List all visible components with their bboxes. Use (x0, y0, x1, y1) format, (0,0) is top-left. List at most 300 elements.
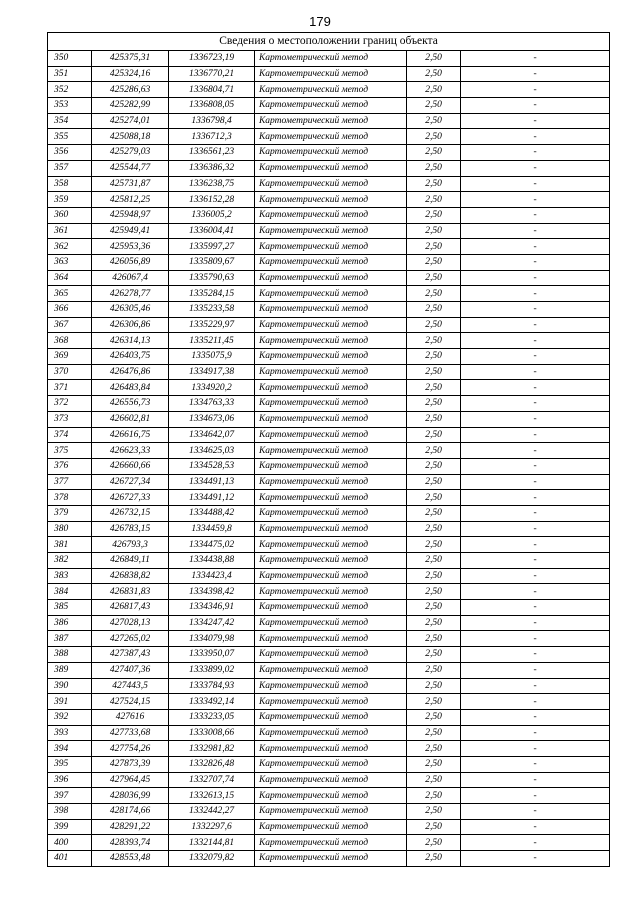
point-number-cell: 369 (48, 349, 92, 365)
description-cell: - (461, 66, 610, 82)
method-cell: Картометрический метод (255, 427, 407, 443)
method-cell: Картометрический метод (255, 66, 407, 82)
point-number-cell: 354 (48, 113, 92, 129)
x-coordinate-cell: 427873,39 (92, 756, 169, 772)
accuracy-cell: 2,50 (407, 333, 461, 349)
method-cell: Картометрический метод (255, 678, 407, 694)
x-coordinate-cell: 427443,5 (92, 678, 169, 694)
y-coordinate-cell: 1336386,32 (169, 160, 255, 176)
y-coordinate-cell: 1333233,05 (169, 709, 255, 725)
table-row (48, 490, 610, 506)
description-cell: - (461, 302, 610, 318)
description-cell: - (461, 615, 610, 631)
accuracy-cell: 2,50 (407, 176, 461, 192)
y-coordinate-cell: 1336004,41 (169, 223, 255, 239)
table-row (48, 568, 610, 584)
accuracy-cell: 2,50 (407, 694, 461, 710)
table-row (48, 804, 610, 820)
table-row (48, 349, 610, 365)
description-cell: - (461, 145, 610, 161)
table-row (48, 270, 610, 286)
method-cell: Картометрический метод (255, 317, 407, 333)
x-coordinate-cell: 427754,26 (92, 741, 169, 757)
accuracy-cell: 2,50 (407, 286, 461, 302)
table-body (48, 51, 610, 867)
x-coordinate-cell: 426305,46 (92, 302, 169, 318)
table-title-row (48, 33, 610, 51)
method-cell: Картометрический метод (255, 145, 407, 161)
point-number-cell: 351 (48, 66, 92, 82)
accuracy-cell: 2,50 (407, 756, 461, 772)
method-cell: Картометрический метод (255, 302, 407, 318)
table-row (48, 741, 610, 757)
table-row (48, 396, 610, 412)
point-number-cell: 368 (48, 333, 92, 349)
method-cell: Картометрический метод (255, 396, 407, 412)
method-cell: Картометрический метод (255, 694, 407, 710)
point-number-cell: 359 (48, 192, 92, 208)
x-coordinate-cell: 427265,02 (92, 631, 169, 647)
point-number-cell: 355 (48, 129, 92, 145)
point-number-cell: 396 (48, 772, 92, 788)
x-coordinate-cell: 427616 (92, 709, 169, 725)
description-cell: - (461, 254, 610, 270)
description-cell: - (461, 772, 610, 788)
table-row (48, 113, 610, 129)
description-cell: - (461, 819, 610, 835)
accuracy-cell: 2,50 (407, 396, 461, 412)
x-coordinate-cell: 426067,4 (92, 270, 169, 286)
y-coordinate-cell: 1332981,82 (169, 741, 255, 757)
x-coordinate-cell: 425375,31 (92, 51, 169, 67)
accuracy-cell: 2,50 (407, 819, 461, 835)
point-number-cell: 397 (48, 788, 92, 804)
accuracy-cell: 2,50 (407, 521, 461, 537)
x-coordinate-cell: 425812,25 (92, 192, 169, 208)
table-row (48, 443, 610, 459)
point-number-cell: 401 (48, 851, 92, 867)
accuracy-cell: 2,50 (407, 380, 461, 396)
accuracy-cell: 2,50 (407, 302, 461, 318)
point-number-cell: 395 (48, 756, 92, 772)
y-coordinate-cell: 1334917,38 (169, 364, 255, 380)
point-number-cell: 384 (48, 584, 92, 600)
y-coordinate-cell: 1336798,4 (169, 113, 255, 129)
point-number-cell: 380 (48, 521, 92, 537)
table-row (48, 51, 610, 67)
x-coordinate-cell: 425948,97 (92, 207, 169, 223)
accuracy-cell: 2,50 (407, 568, 461, 584)
accuracy-cell: 2,50 (407, 741, 461, 757)
method-cell: Картометрический метод (255, 631, 407, 647)
description-cell: - (461, 427, 610, 443)
method-cell: Картометрический метод (255, 474, 407, 490)
point-number-cell: 350 (48, 51, 92, 67)
y-coordinate-cell: 1334528,53 (169, 458, 255, 474)
x-coordinate-cell: 428291,22 (92, 819, 169, 835)
point-number-cell: 391 (48, 694, 92, 710)
table-row (48, 662, 610, 678)
accuracy-cell: 2,50 (407, 772, 461, 788)
method-cell: Картометрический метод (255, 505, 407, 521)
accuracy-cell: 2,50 (407, 788, 461, 804)
table-row (48, 160, 610, 176)
x-coordinate-cell: 425731,87 (92, 176, 169, 192)
description-cell: - (461, 207, 610, 223)
y-coordinate-cell: 1333784,93 (169, 678, 255, 694)
table-row (48, 176, 610, 192)
point-number-cell: 381 (48, 537, 92, 553)
y-coordinate-cell: 1332297,6 (169, 819, 255, 835)
table-row (48, 207, 610, 223)
accuracy-cell: 2,50 (407, 505, 461, 521)
point-number-cell: 364 (48, 270, 92, 286)
table-row (48, 553, 610, 569)
method-cell: Картометрический метод (255, 364, 407, 380)
accuracy-cell: 2,50 (407, 678, 461, 694)
description-cell: - (461, 192, 610, 208)
accuracy-cell: 2,50 (407, 411, 461, 427)
point-number-cell: 382 (48, 553, 92, 569)
accuracy-cell: 2,50 (407, 66, 461, 82)
method-cell: Картометрический метод (255, 443, 407, 459)
table-row (48, 537, 610, 553)
method-cell: Картометрический метод (255, 286, 407, 302)
x-coordinate-cell: 426732,15 (92, 505, 169, 521)
table-row (48, 631, 610, 647)
description-cell: - (461, 490, 610, 506)
method-cell: Картометрический метод (255, 662, 407, 678)
description-cell: - (461, 835, 610, 851)
x-coordinate-cell: 428174,66 (92, 804, 169, 820)
x-coordinate-cell: 426306,86 (92, 317, 169, 333)
description-cell: - (461, 600, 610, 616)
method-cell: Картометрический метод (255, 333, 407, 349)
y-coordinate-cell: 1334475,02 (169, 537, 255, 553)
x-coordinate-cell: 426660,66 (92, 458, 169, 474)
x-coordinate-cell: 426849,11 (92, 553, 169, 569)
point-number-cell: 383 (48, 568, 92, 584)
y-coordinate-cell: 1336723,19 (169, 51, 255, 67)
x-coordinate-cell: 426838,82 (92, 568, 169, 584)
y-coordinate-cell: 1336238,75 (169, 176, 255, 192)
y-coordinate-cell: 1334438,88 (169, 553, 255, 569)
y-coordinate-cell: 1334920,2 (169, 380, 255, 396)
description-cell: - (461, 349, 610, 365)
accuracy-cell: 2,50 (407, 709, 461, 725)
method-cell: Картометрический метод (255, 254, 407, 270)
description-cell: - (461, 709, 610, 725)
table-row (48, 851, 610, 867)
point-number-cell: 378 (48, 490, 92, 506)
x-coordinate-cell: 426793,3 (92, 537, 169, 553)
method-cell: Картометрический метод (255, 725, 407, 741)
point-number-cell: 389 (48, 662, 92, 678)
method-cell: Картометрический метод (255, 615, 407, 631)
y-coordinate-cell: 1333008,66 (169, 725, 255, 741)
y-coordinate-cell: 1334247,42 (169, 615, 255, 631)
y-coordinate-cell: 1335809,67 (169, 254, 255, 270)
point-number-cell: 393 (48, 725, 92, 741)
y-coordinate-cell: 1332826,48 (169, 756, 255, 772)
method-cell: Картометрический метод (255, 741, 407, 757)
description-cell: - (461, 756, 610, 772)
method-cell: Картометрический метод (255, 537, 407, 553)
description-cell: - (461, 788, 610, 804)
description-cell: - (461, 694, 610, 710)
description-cell: - (461, 98, 610, 114)
description-cell: - (461, 568, 610, 584)
table-row (48, 647, 610, 663)
method-cell: Картометрический метод (255, 113, 407, 129)
accuracy-cell: 2,50 (407, 98, 461, 114)
point-number-cell: 400 (48, 835, 92, 851)
description-cell: - (461, 804, 610, 820)
accuracy-cell: 2,50 (407, 584, 461, 600)
x-coordinate-cell: 425088,18 (92, 129, 169, 145)
point-number-cell: 367 (48, 317, 92, 333)
description-cell: - (461, 741, 610, 757)
description-cell: - (461, 553, 610, 569)
table-row (48, 725, 610, 741)
table-row (48, 82, 610, 98)
point-number-cell: 362 (48, 239, 92, 255)
description-cell: - (461, 474, 610, 490)
accuracy-cell: 2,50 (407, 490, 461, 506)
description-cell: - (461, 631, 610, 647)
method-cell: Картометрический метод (255, 553, 407, 569)
method-cell: Картометрический метод (255, 51, 407, 67)
y-coordinate-cell: 1334763,33 (169, 396, 255, 412)
y-coordinate-cell: 1336808,05 (169, 98, 255, 114)
method-cell: Картометрический метод (255, 851, 407, 867)
method-cell: Картометрический метод (255, 411, 407, 427)
y-coordinate-cell: 1336561,23 (169, 145, 255, 161)
method-cell: Картометрический метод (255, 584, 407, 600)
description-cell: - (461, 317, 610, 333)
accuracy-cell: 2,50 (407, 553, 461, 569)
method-cell: Картометрический метод (255, 756, 407, 772)
y-coordinate-cell: 1335790,63 (169, 270, 255, 286)
table-row (48, 505, 610, 521)
x-coordinate-cell: 427964,45 (92, 772, 169, 788)
accuracy-cell: 2,50 (407, 82, 461, 98)
description-cell: - (461, 443, 610, 459)
description-cell: - (461, 239, 610, 255)
y-coordinate-cell: 1334398,42 (169, 584, 255, 600)
table-row (48, 98, 610, 114)
description-cell: - (461, 647, 610, 663)
x-coordinate-cell: 425274,01 (92, 113, 169, 129)
table-row (48, 819, 610, 835)
table-row (48, 615, 610, 631)
point-number-cell: 399 (48, 819, 92, 835)
table-row (48, 678, 610, 694)
table-row (48, 709, 610, 725)
y-coordinate-cell: 1333950,07 (169, 647, 255, 663)
y-coordinate-cell: 1336005,2 (169, 207, 255, 223)
accuracy-cell: 2,50 (407, 631, 461, 647)
accuracy-cell: 2,50 (407, 270, 461, 286)
x-coordinate-cell: 426616,75 (92, 427, 169, 443)
x-coordinate-cell: 425286,63 (92, 82, 169, 98)
description-cell: - (461, 270, 610, 286)
accuracy-cell: 2,50 (407, 145, 461, 161)
accuracy-cell: 2,50 (407, 804, 461, 820)
description-cell: - (461, 82, 610, 98)
y-coordinate-cell: 1334491,13 (169, 474, 255, 490)
method-cell: Картометрический метод (255, 521, 407, 537)
y-coordinate-cell: 1335233,58 (169, 302, 255, 318)
x-coordinate-cell: 427387,43 (92, 647, 169, 663)
point-number-cell: 387 (48, 631, 92, 647)
point-number-cell: 356 (48, 145, 92, 161)
y-coordinate-cell: 1336712,3 (169, 129, 255, 145)
accuracy-cell: 2,50 (407, 317, 461, 333)
method-cell: Картометрический метод (255, 82, 407, 98)
page-number: 179 (309, 14, 331, 29)
x-coordinate-cell: 426476,86 (92, 364, 169, 380)
table-row (48, 192, 610, 208)
x-coordinate-cell: 428036,99 (92, 788, 169, 804)
y-coordinate-cell: 1334491,12 (169, 490, 255, 506)
x-coordinate-cell: 426483,84 (92, 380, 169, 396)
accuracy-cell: 2,50 (407, 647, 461, 663)
x-coordinate-cell: 427733,68 (92, 725, 169, 741)
y-coordinate-cell: 1334625,03 (169, 443, 255, 459)
method-cell: Картометрический метод (255, 835, 407, 851)
description-cell: - (461, 584, 610, 600)
point-number-cell: 385 (48, 600, 92, 616)
method-cell: Картометрический метод (255, 788, 407, 804)
y-coordinate-cell: 1335075,9 (169, 349, 255, 365)
method-cell: Картометрический метод (255, 600, 407, 616)
x-coordinate-cell: 428553,48 (92, 851, 169, 867)
point-number-cell: 353 (48, 98, 92, 114)
description-cell: - (461, 333, 610, 349)
description-cell: - (461, 286, 610, 302)
y-coordinate-cell: 1336770,21 (169, 66, 255, 82)
table-row (48, 458, 610, 474)
point-number-cell: 390 (48, 678, 92, 694)
point-number-cell: 398 (48, 804, 92, 820)
method-cell: Картометрический метод (255, 772, 407, 788)
y-coordinate-cell: 1332613,15 (169, 788, 255, 804)
point-number-cell: 352 (48, 82, 92, 98)
point-number-cell: 358 (48, 176, 92, 192)
method-cell: Картометрический метод (255, 709, 407, 725)
description-cell: - (461, 129, 610, 145)
point-number-cell: 386 (48, 615, 92, 631)
method-cell: Картометрический метод (255, 349, 407, 365)
description-cell: - (461, 458, 610, 474)
table-row (48, 317, 610, 333)
table-row (48, 427, 610, 443)
accuracy-cell: 2,50 (407, 223, 461, 239)
x-coordinate-cell: 426602,81 (92, 411, 169, 427)
description-cell: - (461, 113, 610, 129)
method-cell: Картометрический метод (255, 160, 407, 176)
description-cell: - (461, 364, 610, 380)
accuracy-cell: 2,50 (407, 537, 461, 553)
point-number-cell: 365 (48, 286, 92, 302)
y-coordinate-cell: 1335997,27 (169, 239, 255, 255)
table-row (48, 129, 610, 145)
method-cell: Картометрический метод (255, 192, 407, 208)
accuracy-cell: 2,50 (407, 192, 461, 208)
x-coordinate-cell: 427524,15 (92, 694, 169, 710)
table-row (48, 788, 610, 804)
point-number-cell: 363 (48, 254, 92, 270)
x-coordinate-cell: 427028,13 (92, 615, 169, 631)
accuracy-cell: 2,50 (407, 851, 461, 867)
point-number-cell: 394 (48, 741, 92, 757)
description-cell: - (461, 521, 610, 537)
table-row (48, 600, 610, 616)
y-coordinate-cell: 1335284,15 (169, 286, 255, 302)
method-cell: Картометрический метод (255, 176, 407, 192)
table-row (48, 333, 610, 349)
accuracy-cell: 2,50 (407, 600, 461, 616)
point-number-cell: 361 (48, 223, 92, 239)
y-coordinate-cell: 1332442,27 (169, 804, 255, 820)
accuracy-cell: 2,50 (407, 129, 461, 145)
method-cell: Картометрический метод (255, 458, 407, 474)
method-cell: Картометрический метод (255, 98, 407, 114)
accuracy-cell: 2,50 (407, 51, 461, 67)
description-cell: - (461, 51, 610, 67)
table-row (48, 835, 610, 851)
x-coordinate-cell: 428393,74 (92, 835, 169, 851)
table-row (48, 239, 610, 255)
x-coordinate-cell: 426278,77 (92, 286, 169, 302)
x-coordinate-cell: 427407,36 (92, 662, 169, 678)
x-coordinate-cell: 426727,34 (92, 474, 169, 490)
point-number-cell: 372 (48, 396, 92, 412)
description-cell: - (461, 176, 610, 192)
accuracy-cell: 2,50 (407, 239, 461, 255)
x-coordinate-cell: 426783,15 (92, 521, 169, 537)
x-coordinate-cell: 425953,36 (92, 239, 169, 255)
description-cell: - (461, 537, 610, 553)
point-number-cell: 392 (48, 709, 92, 725)
description-cell: - (461, 678, 610, 694)
accuracy-cell: 2,50 (407, 160, 461, 176)
point-number-cell: 373 (48, 411, 92, 427)
y-coordinate-cell: 1334423,4 (169, 568, 255, 584)
method-cell: Картометрический метод (255, 819, 407, 835)
y-coordinate-cell: 1334673,06 (169, 411, 255, 427)
point-number-cell: 375 (48, 443, 92, 459)
accuracy-cell: 2,50 (407, 458, 461, 474)
description-cell: - (461, 160, 610, 176)
x-coordinate-cell: 425544,77 (92, 160, 169, 176)
y-coordinate-cell: 1334488,42 (169, 505, 255, 521)
y-coordinate-cell: 1333492,14 (169, 694, 255, 710)
point-number-cell: 371 (48, 380, 92, 396)
table-row (48, 772, 610, 788)
x-coordinate-cell: 426314,13 (92, 333, 169, 349)
description-cell: - (461, 380, 610, 396)
point-number-cell: 379 (48, 505, 92, 521)
table-row (48, 302, 610, 318)
method-cell: Картометрический метод (255, 207, 407, 223)
description-cell: - (461, 411, 610, 427)
x-coordinate-cell: 426727,33 (92, 490, 169, 506)
x-coordinate-cell: 426403,75 (92, 349, 169, 365)
accuracy-cell: 2,50 (407, 615, 461, 631)
table-row (48, 474, 610, 490)
